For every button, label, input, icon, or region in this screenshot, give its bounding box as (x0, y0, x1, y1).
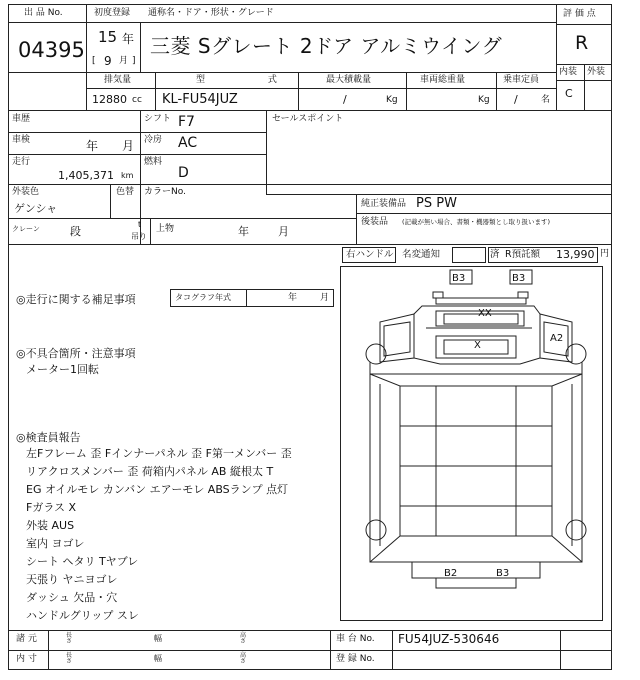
recycle-unit: 円 (600, 249, 610, 259)
lot-label: 出 品 No. (24, 8, 63, 18)
right-mirror (518, 292, 528, 298)
overall-grade: R (575, 32, 589, 54)
sales-point-label: セールスポイント (272, 114, 344, 124)
exterior-color-value: ゲンシャ (14, 202, 58, 215)
interior-grade: C (565, 87, 573, 100)
fuel-value: D (178, 165, 189, 181)
height-label-2: 高さ (240, 652, 247, 665)
width-label: 幅 (154, 634, 162, 643)
inspector-line: EG オイルモレ カンバン エアーモレ ABSランプ 点灯 (26, 483, 289, 496)
mark-front-panel: X (474, 340, 481, 351)
wheel-rear-right (566, 520, 586, 540)
color-code-label: 色替 (116, 187, 135, 197)
inspection-label: 車検 (12, 135, 31, 145)
tacho-month-unit: 月 (320, 293, 330, 303)
inspector-title: ◎検査員報告 (16, 431, 81, 444)
cab-roof (436, 298, 526, 304)
mark-rear-right: B3 (496, 568, 510, 579)
chassis-value: FU54JUZ-530646 (398, 632, 500, 646)
notice-label: 名変通知 (402, 249, 441, 260)
max-load-unit: Kg (386, 95, 398, 105)
mileage-value: 1,405,371 (58, 169, 114, 182)
length-label: 長さ (66, 632, 73, 645)
mark-right-side: A2 (550, 333, 564, 344)
shift-label: シフト (144, 114, 172, 124)
upper-month-unit: 月 (278, 225, 289, 238)
footer-spec-label: 諸 元 (16, 634, 37, 644)
max-load-slash: / (343, 93, 347, 106)
capacity-label: 乗車定員 (503, 75, 540, 85)
displacement-label: 排気量 (104, 75, 132, 85)
tacho-year-unit: 年 (288, 293, 298, 303)
upper-label: 上物 (156, 224, 175, 234)
wheel-front-left (366, 344, 386, 364)
width-label-2: 幅 (154, 654, 162, 663)
tacho-label: タコグラフ年式 (175, 293, 231, 302)
inspector-line: シート ヘタリ Tヤブレ (26, 555, 139, 568)
eval-label: 評 価 点 (563, 9, 596, 19)
capacity-unit: 名 (541, 95, 551, 105)
reg-year-unit: 年 (122, 32, 135, 46)
inspector-line: 外装 AUS (26, 519, 75, 532)
reg-month: 9 (104, 54, 112, 68)
defect-line: メーター1回転 (26, 363, 99, 376)
inspector-line: ハンドルグリップ スレ (26, 609, 139, 622)
first-reg-label: 初度登録 (94, 8, 131, 18)
ac-label: 冷房 (144, 135, 163, 145)
history-label: 車歴 (12, 114, 31, 124)
exterior-label: 外装 (587, 67, 606, 77)
name-label: 通称名・ドア・形状・グレード (148, 8, 274, 18)
model-value: KL-FU54JUZ (162, 92, 238, 107)
recycle-amount: 13,990 (556, 248, 595, 261)
inspection-year-unit: 年 (86, 139, 99, 153)
length-label-2: 長さ (66, 652, 73, 665)
inspector-line: リアクロスメンバー 歪 荷箱内パネル AB 縦根太 T (26, 465, 274, 478)
aftermarket-label: 後装品 (361, 217, 389, 227)
inspector-line: Fガラス X (26, 501, 77, 514)
rhd-text: 右ハンドル (346, 249, 394, 260)
equipment-value: PS PW (416, 196, 457, 211)
inspector-line: 左Fフレーム 歪 Fインナーパネル 歪 F第一メンバー 歪 (26, 447, 292, 460)
aftermarket-note: (記載が無い場合、書類・機器類とし取り扱います) (402, 218, 551, 226)
reg-label: 登 録 No. (336, 654, 375, 664)
fuel-label: 燃料 (144, 157, 163, 167)
recycle-prefix: R預託額 (505, 249, 541, 260)
defect-title: ◎不具合箇所・注意事項 (16, 347, 136, 360)
car-name: 三菱 Sグレート 2ドア アルミウイング (150, 34, 503, 58)
inspector-line: 天張り ヤニヨゴレ (26, 573, 118, 586)
reg-month-unit: 月 (119, 56, 129, 66)
crane-label: クレーン (12, 225, 40, 233)
inspection-month-unit: 月 (122, 139, 135, 153)
left-mirror (433, 292, 443, 298)
equipment-label: 純正装備品 (361, 199, 407, 209)
gross-weight-label: 車両総重量 (420, 75, 466, 85)
gross-unit: Kg (478, 95, 490, 105)
footer-interior-label: 内 寸 (16, 654, 37, 664)
wheel-rear-left (366, 520, 386, 540)
mileage-label: 走行 (12, 157, 31, 167)
upper-year-unit: 年 (238, 225, 249, 238)
supplement-title: ◎走行に関する補足事項 (16, 293, 136, 306)
inspector-line: ダッシュ 欠品・穴 (26, 591, 118, 604)
mark-front-left: B3 (452, 273, 466, 284)
mark-windshield: XX (478, 308, 492, 319)
displacement-value: 12880 (92, 93, 127, 106)
recycle-mark: 済 (490, 249, 500, 260)
wheel-front-right (566, 344, 586, 364)
reg-year: 15 (98, 28, 118, 46)
model-label: 型 式 (196, 75, 307, 85)
mileage-unit: km (121, 171, 134, 180)
notice-checkbox (452, 247, 486, 263)
truck-damage-diagram (340, 266, 612, 628)
displacement-unit: cc (132, 95, 142, 105)
crane-t-unit: t (138, 220, 142, 229)
max-load-label: 最大積載量 (326, 75, 372, 85)
color-no-label: カラーNo. (144, 187, 186, 197)
interior-label: 内装 (559, 67, 578, 77)
ac-value: AC (178, 135, 198, 151)
capacity-slash: / (514, 93, 518, 106)
crane-lift-unit: 吊り (131, 232, 147, 241)
mark-front-right: B3 (512, 273, 526, 284)
chassis-label: 車 台 No. (336, 634, 375, 644)
lot-number: 04395 (18, 38, 85, 62)
mark-rear-left: B2 (444, 568, 458, 579)
inspector-line: 室内 ヨゴレ (26, 537, 85, 550)
exterior-color-label: 外装色 (12, 187, 40, 197)
shift-value: F7 (178, 114, 195, 130)
crane-stage-unit: 段 (70, 225, 81, 238)
height-label: 高さ (240, 632, 247, 645)
